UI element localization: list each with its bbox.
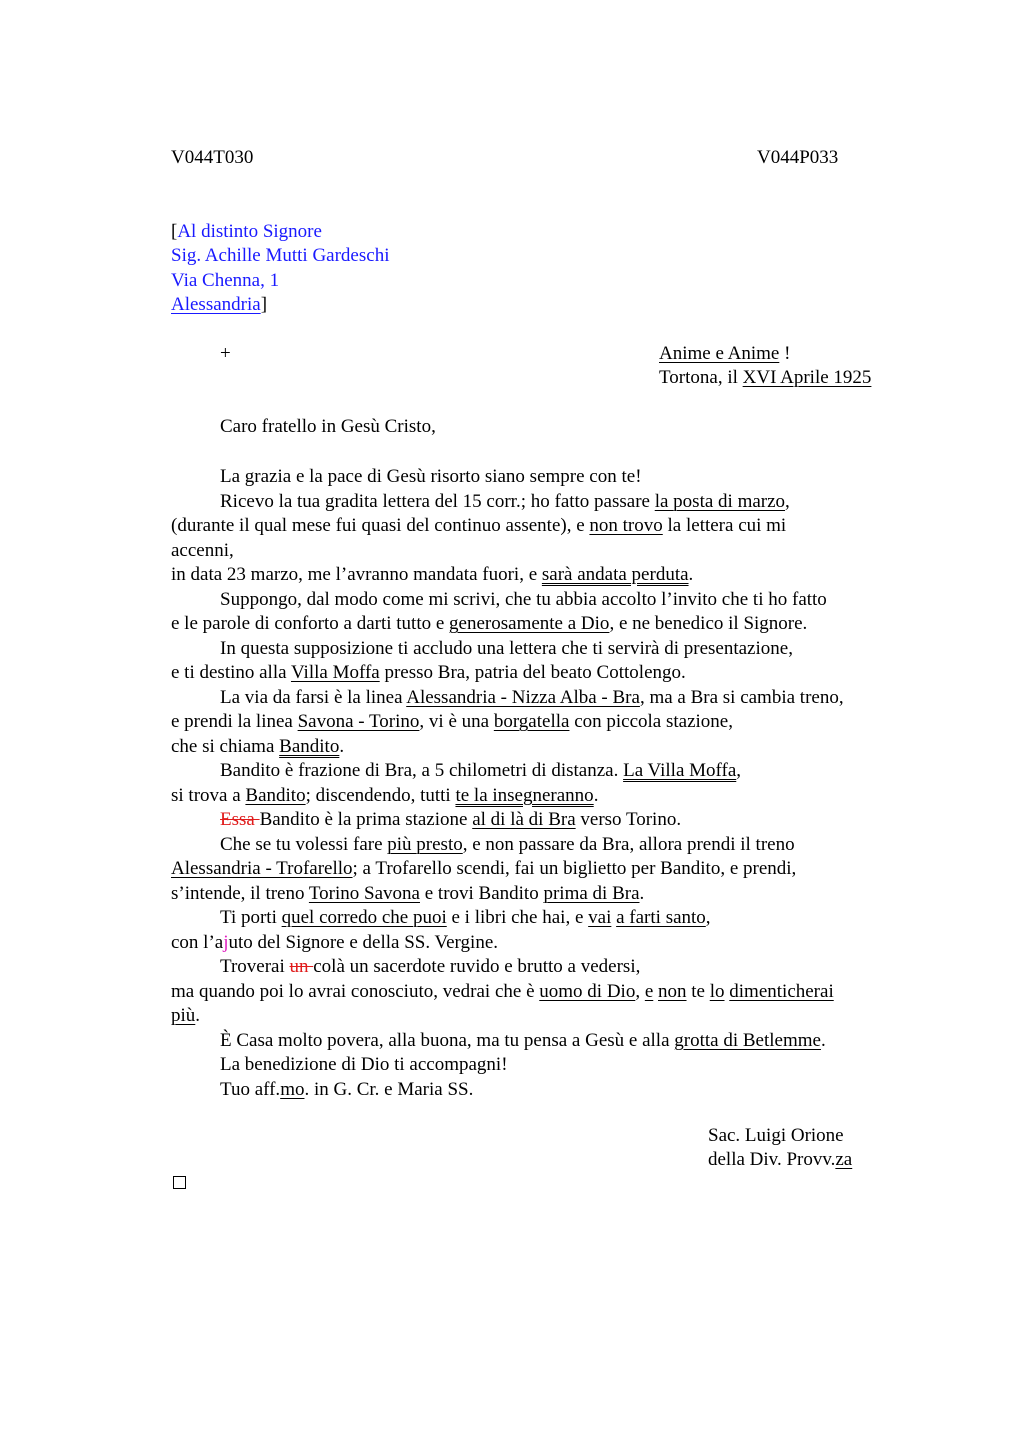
body-line: e ti destino alla Villa Moffa presso Bra, patria del beato Cottolengo. bbox=[171, 662, 686, 683]
body-line: Troverai un colà un sacerdote ruvido e brutto a vedersi, bbox=[220, 956, 641, 977]
body-line: Bandito è frazione di Bra, a 5 chilometri di distanza. La Villa Moffa, bbox=[220, 760, 742, 781]
body-line: È Casa molto povera, alla buona, ma tu pensa a Gesù e alla grotta di Betlemme. bbox=[220, 1029, 826, 1051]
body-line: (durante il qual mese fui quasi del continuo assente), e non trovo la lettera cui mi bbox=[171, 515, 787, 536]
address-line-2: Sig. Achille Mutti Gardeschi bbox=[171, 245, 390, 266]
dateline: Tortona, il XVI Aprile 1925 bbox=[659, 367, 872, 388]
body-line: Alessandria - Trofarello; a Trofarello scendi, fai un biglietto per Bandito, e prendi, bbox=[171, 858, 797, 879]
body-line: Che se tu volessi fare più presto, e non passare da Bra, allora prendi il treno bbox=[220, 833, 795, 855]
motto: Anime e Anime ! bbox=[659, 343, 791, 364]
letter-body bbox=[171, 465, 911, 1102]
body-line: La grazia e la pace di Gesù risorto siano sempre con te! bbox=[220, 466, 642, 487]
body-line: In questa supposizione ti accludo una lettera che ti servirà di presentazione, bbox=[220, 637, 793, 659]
body-line: con l’ajuto del Signore e della SS. Vergine. bbox=[171, 931, 499, 953]
signature-line-1: Sac. Luigi Orione bbox=[708, 1125, 844, 1146]
signature-line-2: della Div. Provv.za bbox=[708, 1149, 853, 1170]
body-line: s’intende, il treno Torino Savona e trovi Bandito prima di Bra. bbox=[171, 882, 645, 904]
body-line: e le parole di conforto a darti tutto e generosamente a Dio, e ne benedico il Signore. bbox=[171, 613, 808, 634]
body-line: La via da farsi è la linea Alessandria - Nizza Alba - Bra, ma a Bra si cambia treno, bbox=[220, 686, 844, 708]
body-line: in data 23 marzo, me l’avranno mandata fuori, e sarà andata perduta. bbox=[171, 564, 694, 585]
address-line-3: Via Chenna, 1 bbox=[171, 270, 280, 291]
body-line: ma quando poi lo avrai conosciuto, vedrai che è uomo di Dio, e non te lo dimenticherai bbox=[171, 980, 834, 1002]
body-line: Ti porti quel corredo che puoi e i libri che hai, e vai a farti santo, bbox=[220, 907, 711, 928]
body-line: e prendi la linea Savona - Torino, vi è una borgatella con piccola stazione, bbox=[171, 711, 733, 732]
address-line-1: [Al distinto Signore bbox=[171, 221, 322, 242]
address-line-4: Alessandria] bbox=[171, 294, 268, 315]
document-code-left: V044T030 bbox=[171, 147, 254, 168]
body-line: Ricevo la tua gradita lettera del 15 corr.; ho fatto passare la posta di marzo, bbox=[220, 490, 790, 512]
body-line: si trova a Bandito; discendendo, tutti te la insegneranno. bbox=[171, 784, 599, 806]
body-line: che si chiama Bandito. bbox=[171, 735, 345, 757]
body-line: più. bbox=[171, 1005, 201, 1026]
body-line: La benedizione di Dio ti accompagni! bbox=[220, 1054, 508, 1075]
cross-symbol: + bbox=[220, 343, 231, 364]
body-line: accenni, bbox=[171, 539, 234, 561]
salutation: Caro fratello in Gesù Cristo, bbox=[220, 416, 436, 437]
document-code-right: V044P033 bbox=[757, 147, 839, 168]
body-line: Tuo aff.mo. in G. Cr. e Maria SS. bbox=[220, 1078, 474, 1100]
body-line: Essa Bandito è la prima stazione al di là di Bra verso Torino. bbox=[220, 809, 682, 830]
body-line: Suppongo, dal modo come mi scrivi, che tu abbia accolto l’invito che ti ho fatto bbox=[220, 588, 827, 610]
checkbox-icon bbox=[173, 1176, 186, 1189]
